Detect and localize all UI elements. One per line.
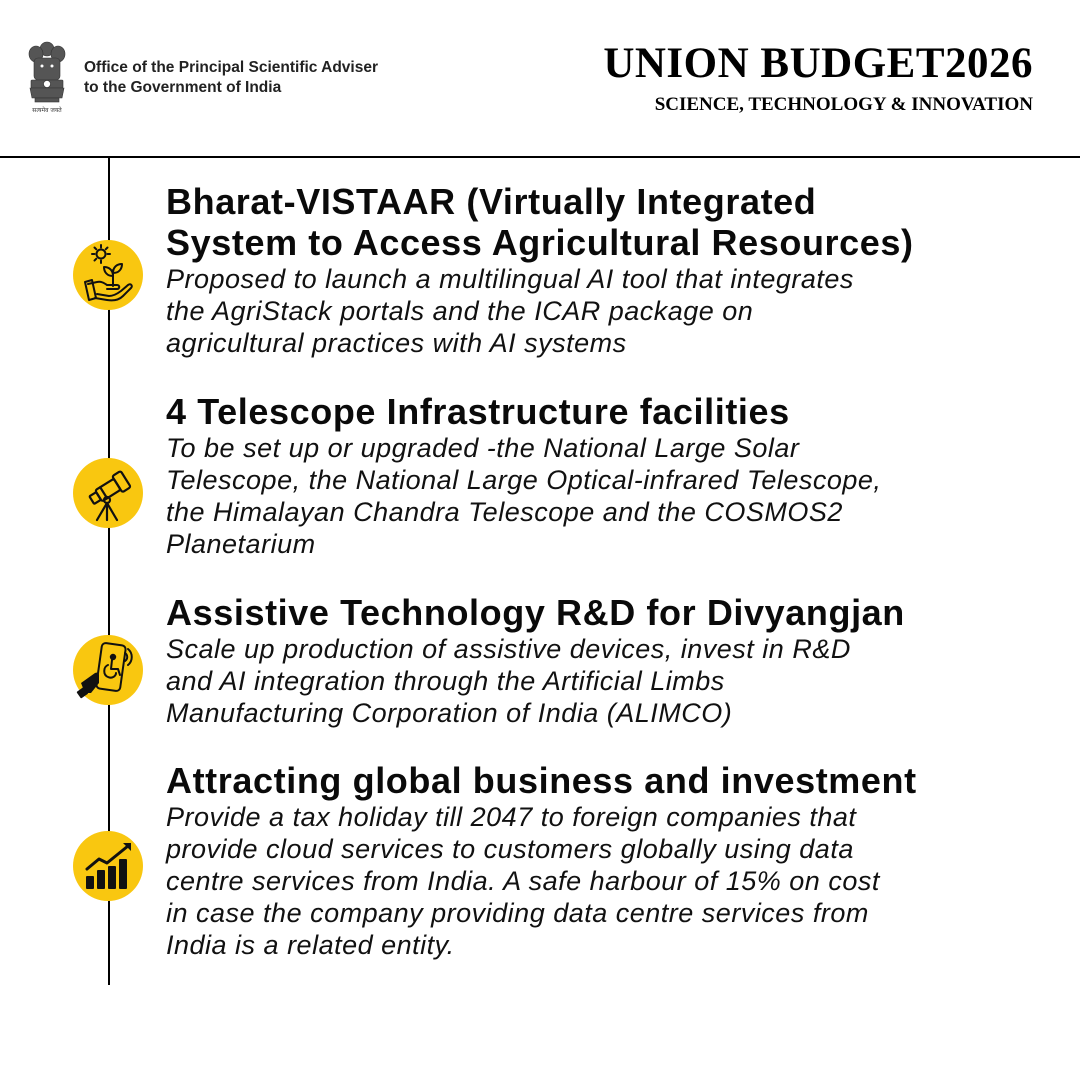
item-desc-line: provide cloud services to customers globally using data bbox=[166, 834, 854, 864]
telescope-icon bbox=[73, 458, 143, 528]
page-subtitle: SCIENCE, TECHNOLOGY & INNOVATION bbox=[654, 94, 1033, 115]
emblem-motto: सत्यमेव जयते bbox=[32, 107, 62, 114]
item-title bbox=[166, 760, 966, 801]
office-name bbox=[84, 58, 378, 98]
item-desc-line: centre services from India. A safe harbour of 15% on cost bbox=[166, 866, 880, 896]
item-desc-line: India is a related entity. bbox=[166, 930, 455, 960]
item-telescope-infrastructure bbox=[166, 391, 966, 560]
item-global-business-investment bbox=[166, 760, 966, 961]
item-desc-line: and AI integration through the Artificial Limbs bbox=[166, 666, 725, 696]
item-desc-line: Proposed to launch a multilingual AI tool that integrates bbox=[166, 264, 854, 294]
item-title bbox=[166, 181, 966, 263]
item-desc-line: Telescope, the National Large Optical-infrared Telescope, bbox=[166, 465, 882, 495]
item-title bbox=[166, 391, 966, 432]
item-description bbox=[166, 432, 966, 560]
office-line-1: Office of the Principal Scientific Adviser bbox=[84, 59, 379, 76]
item-assistive-technology bbox=[166, 592, 966, 729]
item-title-line: Bharat-VISTAAR (Virtually Integrated bbox=[166, 181, 817, 222]
plant-in-hand-sun-icon bbox=[73, 240, 143, 310]
item-desc-line: To be set up or upgraded -the National Large Solar bbox=[166, 433, 800, 463]
growth-bar-chart-arrow-icon bbox=[73, 831, 143, 901]
item-desc-line: Provide a tax holiday till 2047 to foreign companies that bbox=[166, 802, 857, 832]
item-title-line: Assistive Technology R&D for Divyangjan bbox=[166, 592, 905, 633]
item-bharat-vistaar bbox=[166, 181, 966, 359]
item-desc-line: Scale up production of assistive devices, invest in R&D bbox=[166, 634, 851, 664]
header-divider bbox=[0, 156, 1080, 158]
item-title-line: System to Access Agricultural Resources) bbox=[166, 222, 914, 263]
item-description bbox=[166, 801, 966, 961]
item-desc-line: Manufacturing Corporation of India (ALIMCO) bbox=[166, 698, 733, 728]
item-desc-line: in case the company providing data centre services from bbox=[166, 898, 869, 928]
office-line-2: to the Government of India bbox=[84, 79, 282, 96]
national-emblem-icon bbox=[22, 40, 72, 116]
item-title-line: Attracting global business and investment bbox=[166, 760, 917, 801]
item-title bbox=[166, 592, 966, 633]
item-description bbox=[166, 633, 966, 729]
phone-wheelchair-accessibility-icon bbox=[73, 635, 143, 705]
item-desc-line: Planetarium bbox=[166, 529, 316, 559]
item-desc-line: agricultural practices with AI systems bbox=[166, 328, 627, 358]
item-description bbox=[166, 263, 966, 359]
item-title-line: 4 Telescope Infrastructure facilities bbox=[166, 391, 790, 432]
item-desc-line: the AgriStack portals and the ICAR package on bbox=[166, 296, 754, 326]
item-desc-line: the Himalayan Chandra Telescope and the COSMOS2 bbox=[166, 497, 843, 527]
page-title: UNION BUDGET2026 bbox=[603, 40, 1033, 87]
